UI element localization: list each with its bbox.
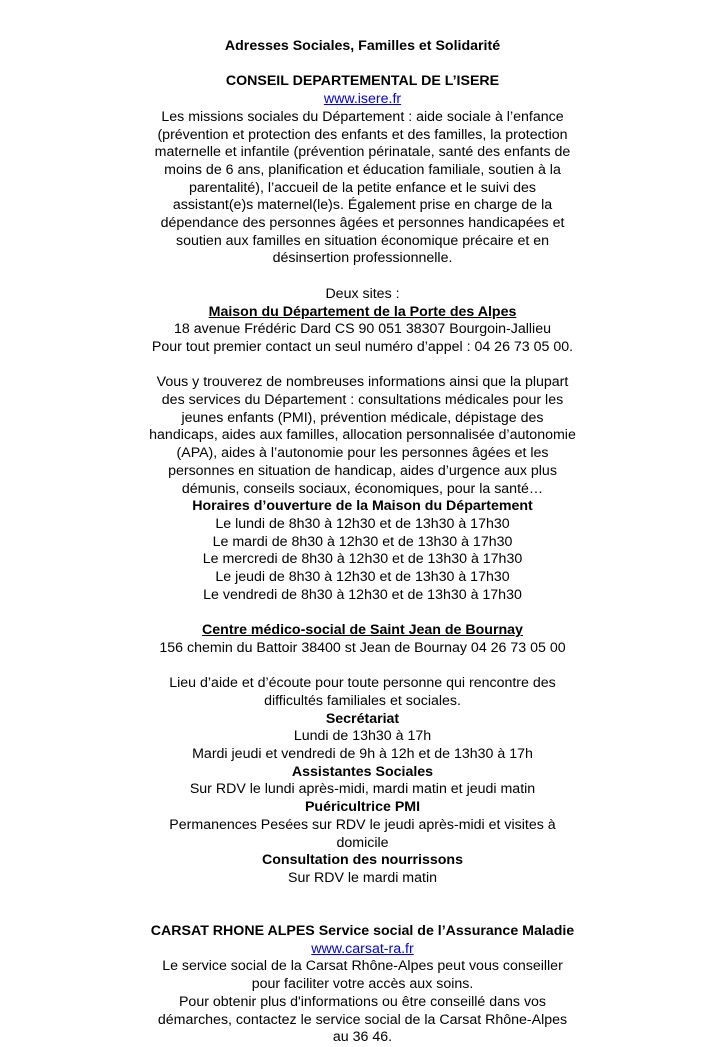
maison-address: 18 avenue Frédéric Dard CS 90 051 38307 Bourgoin-Jallieu	[174, 321, 551, 338]
centre-heading: Centre médico-social de Saint Jean de Bournay	[202, 622, 523, 639]
conseil-section	[0, 73, 725, 303]
puericultrice-heading: Puéricultrice PMI	[304, 799, 421, 816]
maison-hours-line: Le mardi de 8h30 à 12h30 et de 13h30 à 17h30	[212, 533, 513, 550]
centre-intro-line: difficultés familiales et sociales.	[264, 692, 461, 709]
maison-heading: Maison du Département de la Porte des Alpes	[208, 303, 517, 320]
maison-info-line: handicaps, aides aux familles, allocation personnalisée d’autonomie	[149, 427, 576, 444]
maison-info-line: jeunes enfants (PMI), prévention médicale, dépistage des	[181, 409, 544, 426]
conseil-description-line: désinsertion professionnelle.	[272, 250, 453, 267]
carsat-line: Pour obtenir plus d'informations ou être conseillé dans vos	[178, 993, 547, 1010]
secretariat-line: Lundi de 13h30 à 17h	[293, 728, 432, 745]
centre-address: 156 chemin du Battoir 38400 st Jean de Bournay 04 26 73 05 00	[159, 639, 566, 656]
maison-hours-line: Le mercredi de 8h30 à 12h30 et de 13h30 à 17h30	[202, 551, 523, 568]
secretariat-heading: Secrétariat	[325, 710, 400, 727]
conseil-description-line: moins de 6 ans, planification et éducation familiale, soutien à la	[164, 161, 561, 178]
assistantes-heading: Assistantes Sociales	[291, 763, 434, 780]
conseil-heading: CONSEIL DEPARTEMENTAL DE L’ISERE	[225, 73, 500, 90]
carsat-line: Le service social de la Carsat Rhône-Alpes peut vous conseiller	[162, 958, 563, 975]
page-title: Adresses Sociales, Familles et Solidarité	[224, 38, 501, 54]
maison-section	[0, 304, 725, 605]
carsat-section	[0, 923, 725, 1047]
maison-hours-line: Le jeudi de 8h30 à 12h30 et de 13h30 à 17h30	[215, 569, 510, 586]
carsat-line: démarches, contactez le service social de la Carsat Rhône-Alpes	[157, 1011, 568, 1028]
maison-contact: Pour tout premier contact un seul numéro d’appel : 04 26 73 05 00.	[151, 338, 574, 355]
conseil-description-line: parentalité), l’accueil de la petite enfance et le suivi des	[188, 179, 536, 196]
assistantes-line: Sur RDV le lundi après-midi, mardi matin et jeudi matin	[189, 781, 536, 798]
maison-hours-line: Le vendredi de 8h30 à 12h30 et de 13h30 à 17h30	[203, 586, 522, 603]
maison-info-line: démunis, conseils sociaux, économiques, pour la santé…	[181, 480, 544, 497]
secretariat-line: Mardi jeudi et vendredi de 9h à 12h et de 13h30 à 17h	[192, 746, 533, 763]
maison-hours-line: Le lundi de 8h30 à 12h30 et de 13h30 à 17h30	[215, 515, 510, 532]
conseil-description-line: Les missions sociales du Département : aide sociale à l’enfance	[161, 108, 564, 125]
puericultrice-line: Permanences Pesées sur RDV le jeudi après-midi et visites à	[169, 816, 556, 833]
maison-info-line: des services du Département : consultations médicales pour les	[161, 392, 564, 409]
carsat-heading: CARSAT RHONE ALPES Service social de l’Assurance Maladie	[150, 923, 575, 940]
conseil-description-line: assistant(e)s maternel(le)s. Également prise en charge de la	[172, 197, 553, 214]
consultation-heading: Consultation des nourrissons	[261, 852, 463, 869]
isere-website-link[interactable]: www.isere.fr	[323, 91, 402, 108]
carsat-line: pour faciliter votre accès aux soins.	[251, 976, 474, 993]
conseil-description-line: soutien aux familles en situation économique précaire et en	[175, 232, 550, 249]
carsat-website-link[interactable]: www.carsat-ra.fr	[311, 940, 414, 957]
maison-info-line: Vous y trouverez de nombreuses informations ainsi que la plupart	[156, 374, 569, 391]
centre-section	[0, 622, 725, 888]
consultation-line: Sur RDV le mardi matin	[287, 869, 437, 886]
maison-hours-heading: Horaires d’ouverture de la Maison du Département	[192, 498, 533, 515]
conseil-description-line: dépendance des personnes âgées et personnes handicapées et	[160, 215, 565, 232]
conseil-description-line: (prévention et protection des enfants et des familles, la protection	[157, 126, 568, 143]
puericultrice-line: domicile	[336, 834, 389, 851]
centre-intro-line: Lieu d’aide et d’écoute pour toute personne qui rencontre des	[169, 675, 556, 692]
carsat-line: au 36 46.	[332, 1029, 393, 1046]
sites-intro: Deux sites :	[325, 285, 400, 302]
conseil-description-line: maternelle et infantile (prévention périnatale, santé des enfants de	[154, 144, 571, 161]
maison-info-line: (APA), aides à l’autonomie pour les personnes âgées et les	[176, 445, 549, 462]
maison-info-line: personnes en situation de handicap, aides d’urgence aux plus	[168, 462, 557, 479]
